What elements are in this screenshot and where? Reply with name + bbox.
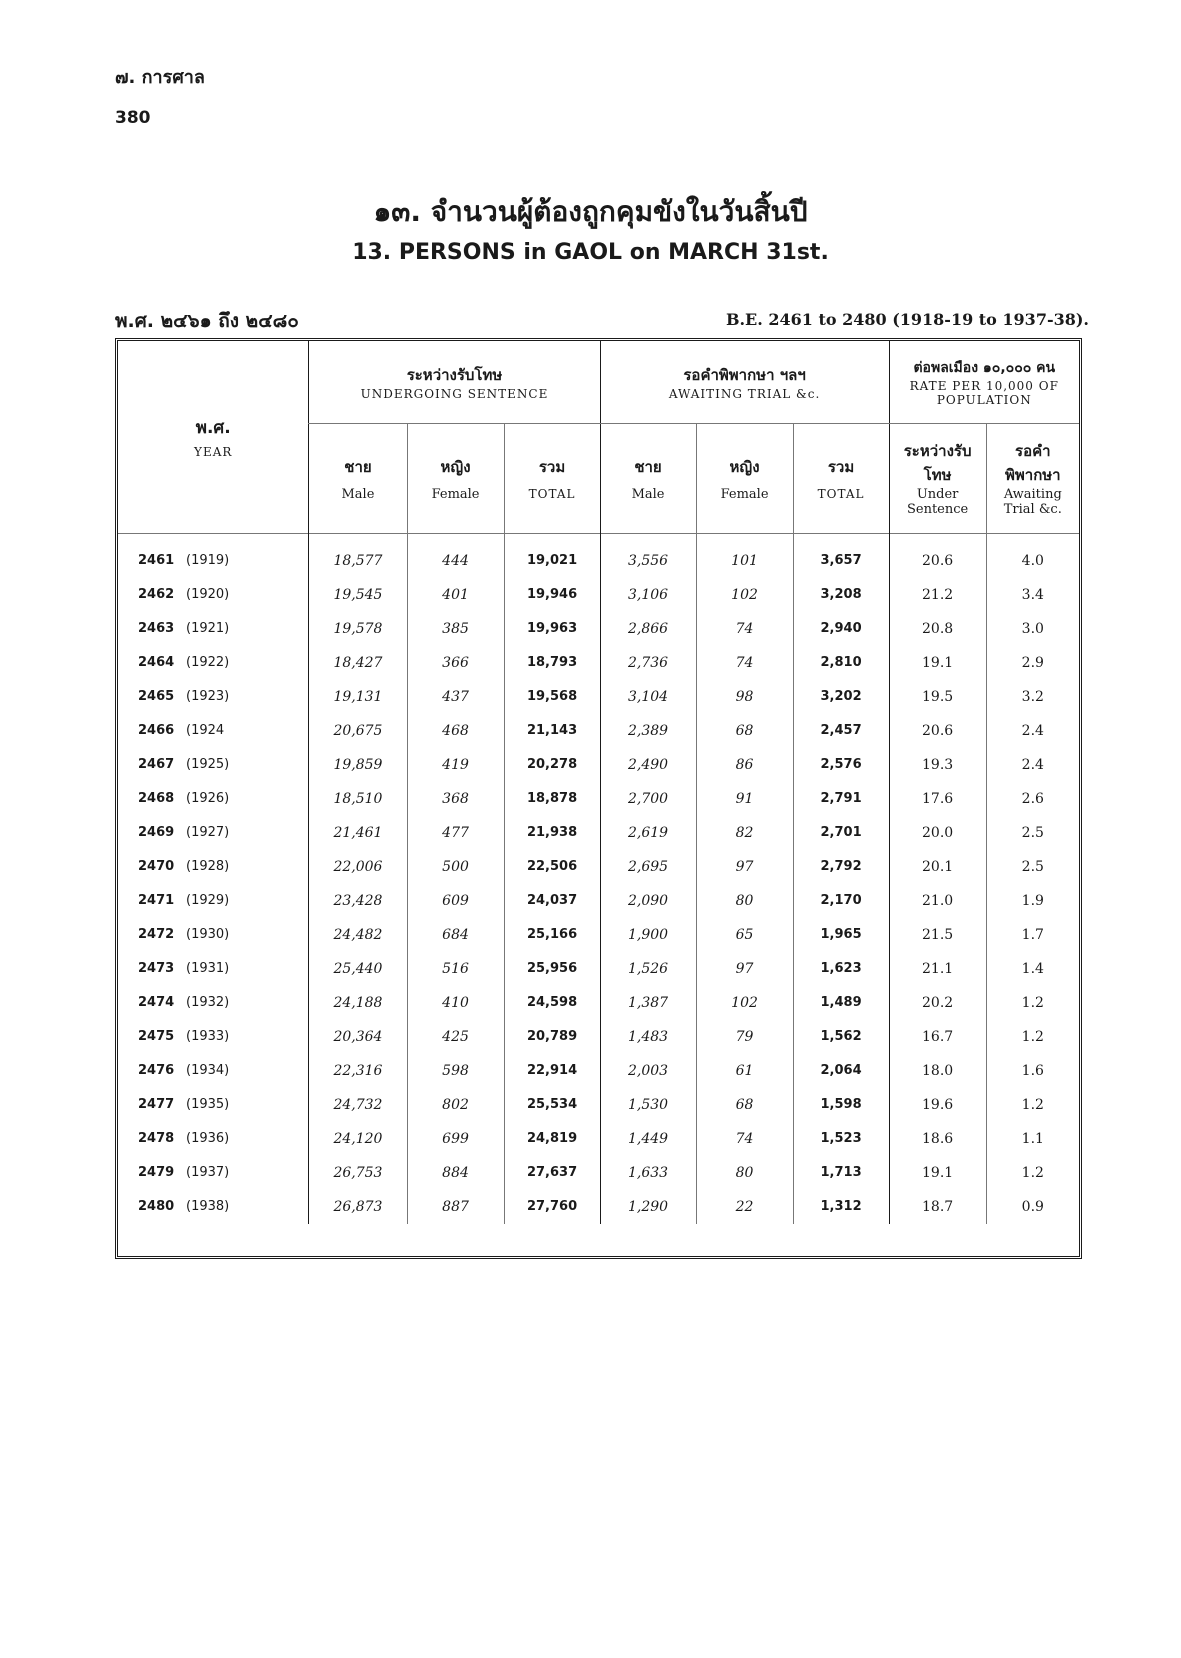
undergoing-male-cell: 19,578 — [309, 612, 407, 646]
awaiting-total-cell: 2,170 — [793, 884, 889, 918]
rate-header-english-1: RATE PER 10,000 OF — [909, 378, 1059, 393]
year-be: 2470 — [138, 859, 175, 874]
awaiting-female-cell: 97 — [696, 850, 793, 884]
year-ce: (1927) — [186, 825, 230, 840]
year-ce: (1936) — [186, 1131, 230, 1146]
rate-awaiting-cell: 3.2 — [986, 680, 1079, 714]
year-ce: (1930) — [186, 927, 230, 942]
rate-header — [889, 341, 1079, 423]
table-row — [118, 816, 1079, 850]
male-label-thai: ชาย — [344, 457, 372, 476]
total-label-thai: รวม — [538, 458, 566, 476]
year-ce: (1929) — [186, 893, 230, 908]
awaiting-total-cell: 3,202 — [793, 680, 889, 714]
undergoing-male-cell: 19,859 — [309, 748, 407, 782]
awaiting-total-cell: 1,598 — [793, 1088, 889, 1122]
awaiting-female-cell: 74 — [696, 612, 793, 646]
year-cell — [118, 952, 309, 986]
year-header — [118, 341, 309, 533]
table-row — [118, 714, 1079, 748]
undergoing-female-cell: 468 — [407, 714, 504, 748]
rate-awaiting-cell: 2.5 — [986, 816, 1079, 850]
year-be: 2464 — [138, 655, 175, 670]
await-label-thai-2: พิพากษา — [1005, 466, 1061, 484]
undergoing-total-cell: 24,598 — [504, 986, 600, 1020]
undergoing-total-cell: 19,568 — [504, 680, 600, 714]
table-row — [118, 578, 1079, 612]
awaiting-female-cell: 68 — [696, 714, 793, 748]
year-ce: (1931) — [186, 961, 230, 976]
total-label-thai: รวม — [827, 458, 855, 476]
male-label-english: Male — [631, 486, 665, 502]
undergoing-male-cell: 22,006 — [309, 850, 407, 884]
year-ce: (1922) — [186, 655, 230, 670]
undergoing-header-thai: ระหว่างรับโทษ — [406, 365, 503, 384]
undergoing-female-cell: 444 — [407, 533, 504, 578]
awaiting-total-cell: 1,562 — [793, 1020, 889, 1054]
awaiting-female-cell: 97 — [696, 952, 793, 986]
year-be: 2474 — [138, 995, 175, 1010]
undergoing-total-cell: 19,963 — [504, 612, 600, 646]
awaiting-male-cell: 2,619 — [600, 816, 696, 850]
undergoing-male-cell: 19,131 — [309, 680, 407, 714]
rate-awaiting-cell: 3.4 — [986, 578, 1079, 612]
table-row — [118, 986, 1079, 1020]
table-row — [118, 850, 1079, 884]
undergoing-total-cell: 25,956 — [504, 952, 600, 986]
year-cell — [118, 578, 309, 612]
rate-under-cell: 19.5 — [889, 680, 986, 714]
awaiting-male-cell: 2,003 — [600, 1054, 696, 1088]
awaiting-female-cell: 98 — [696, 680, 793, 714]
rate-awaiting-cell: 1.2 — [986, 986, 1079, 1020]
year-ce: (1938) — [186, 1199, 230, 1214]
rate-awaiting-cell: 0.9 — [986, 1190, 1079, 1224]
rate-awaiting-cell: 2.9 — [986, 646, 1079, 680]
table-row — [118, 1054, 1079, 1088]
awaiting-total-cell: 1,312 — [793, 1190, 889, 1224]
year-ce: (1934) — [186, 1063, 230, 1078]
year-cell — [118, 1020, 309, 1054]
year-be: 2476 — [138, 1063, 175, 1078]
undergoing-total-cell: 19,021 — [504, 533, 600, 578]
rate-under-cell: 20.6 — [889, 533, 986, 578]
undergoing-female-cell: 437 — [407, 680, 504, 714]
year-ce: (1923) — [186, 689, 230, 704]
undergoing-male-header — [309, 423, 407, 533]
year-be: 2480 — [138, 1199, 175, 1214]
undergoing-total-cell: 24,819 — [504, 1122, 600, 1156]
awaiting-female-cell: 91 — [696, 782, 793, 816]
undergoing-male-cell: 18,427 — [309, 646, 407, 680]
table-row — [118, 782, 1079, 816]
undergoing-male-cell: 26,753 — [309, 1156, 407, 1190]
undergoing-total-header — [504, 423, 600, 533]
rate-under-cell: 21.0 — [889, 884, 986, 918]
awaiting-male-cell: 1,387 — [600, 986, 696, 1020]
awaiting-total-cell: 1,623 — [793, 952, 889, 986]
awaiting-total-cell: 1,713 — [793, 1156, 889, 1190]
awaiting-female-cell: 22 — [696, 1190, 793, 1224]
awaiting-male-header — [600, 423, 696, 533]
year-ce: (1924 — [186, 723, 225, 738]
undergoing-female-cell: 884 — [407, 1156, 504, 1190]
undergoing-total-cell: 18,793 — [504, 646, 600, 680]
year-cell — [118, 646, 309, 680]
rate-awaiting-cell: 1.7 — [986, 918, 1079, 952]
undergoing-female-cell: 516 — [407, 952, 504, 986]
rate-awaiting-cell: 1.2 — [986, 1156, 1079, 1190]
undergoing-total-cell: 24,037 — [504, 884, 600, 918]
year-be: 2466 — [138, 723, 175, 738]
awaiting-total-cell: 2,791 — [793, 782, 889, 816]
year-cell — [118, 748, 309, 782]
undergoing-male-cell: 25,440 — [309, 952, 407, 986]
undergoing-female-cell: 385 — [407, 612, 504, 646]
undergoing-total-cell: 20,278 — [504, 748, 600, 782]
awaiting-male-cell: 2,695 — [600, 850, 696, 884]
year-be: 2469 — [138, 825, 175, 840]
year-be: 2478 — [138, 1131, 175, 1146]
undergoing-female-cell: 366 — [407, 646, 504, 680]
year-ce: (1935) — [186, 1097, 230, 1112]
undergoing-male-cell: 26,873 — [309, 1190, 407, 1224]
year-ce: (1920) — [186, 587, 230, 602]
year-ce: (1919) — [186, 553, 230, 568]
awaiting-total-cell: 2,810 — [793, 646, 889, 680]
rate-under-cell: 19.6 — [889, 1088, 986, 1122]
year-be: 2467 — [138, 757, 175, 772]
table-row — [118, 680, 1079, 714]
rate-under-cell: 20.2 — [889, 986, 986, 1020]
undergoing-total-cell: 25,166 — [504, 918, 600, 952]
awaiting-male-cell: 1,633 — [600, 1156, 696, 1190]
awaiting-total-cell: 1,965 — [793, 918, 889, 952]
awaiting-male-cell: 2,700 — [600, 782, 696, 816]
year-cell — [118, 1088, 309, 1122]
undergoing-total-cell: 27,637 — [504, 1156, 600, 1190]
undergoing-female-cell: 699 — [407, 1122, 504, 1156]
male-label-thai: ชาย — [634, 457, 662, 476]
awaiting-male-cell: 2,736 — [600, 646, 696, 680]
year-ce: (1933) — [186, 1029, 230, 1044]
table-row — [118, 533, 1079, 578]
under-label-english-2: Sentence — [906, 502, 969, 517]
await-label-thai-1: รอคำ — [1015, 442, 1051, 460]
year-cell — [118, 714, 309, 748]
table-row — [118, 884, 1079, 918]
awaiting-male-cell: 1,449 — [600, 1122, 696, 1156]
undergoing-male-cell: 18,577 — [309, 533, 407, 578]
undergoing-female-cell: 425 — [407, 1020, 504, 1054]
year-cell — [118, 533, 309, 578]
year-ce: (1932) — [186, 995, 230, 1010]
undergoing-male-cell: 21,461 — [309, 816, 407, 850]
year-ce: (1926) — [186, 791, 230, 806]
undergoing-total-cell: 22,506 — [504, 850, 600, 884]
awaiting-female-cell: 86 — [696, 748, 793, 782]
undergoing-total-cell: 18,878 — [504, 782, 600, 816]
year-be: 2468 — [138, 791, 175, 806]
undergoing-total-cell: 25,534 — [504, 1088, 600, 1122]
year-cell — [118, 1054, 309, 1088]
awaiting-female-cell: 74 — [696, 1122, 793, 1156]
awaiting-total-cell: 2,457 — [793, 714, 889, 748]
rate-awaiting-cell: 1.6 — [986, 1054, 1079, 1088]
table-row — [118, 1122, 1079, 1156]
rate-under-cell: 17.6 — [889, 782, 986, 816]
rate-under-cell: 21.1 — [889, 952, 986, 986]
undergoing-female-cell: 684 — [407, 918, 504, 952]
undergoing-male-cell: 24,732 — [309, 1088, 407, 1122]
awaiting-female-cell: 82 — [696, 816, 793, 850]
awaiting-female-cell: 101 — [696, 533, 793, 578]
undergoing-male-cell: 24,188 — [309, 986, 407, 1020]
year-cell — [118, 918, 309, 952]
awaiting-female-cell: 68 — [696, 1088, 793, 1122]
rate-awaiting-cell: 2.5 — [986, 850, 1079, 884]
rate-under-cell: 18.7 — [889, 1190, 986, 1224]
awaiting-male-cell: 3,556 — [600, 533, 696, 578]
undergoing-male-cell: 20,675 — [309, 714, 407, 748]
awaiting-total-cell: 3,208 — [793, 578, 889, 612]
year-cell — [118, 1122, 309, 1156]
awaiting-male-cell: 2,490 — [600, 748, 696, 782]
undergoing-female-cell: 477 — [407, 816, 504, 850]
year-be: 2461 — [138, 553, 175, 568]
undergoing-total-cell: 19,946 — [504, 578, 600, 612]
persons-in-gaol-table — [115, 338, 1082, 1259]
year-cell — [118, 816, 309, 850]
rate-under-cell: 20.6 — [889, 714, 986, 748]
year-cell — [118, 782, 309, 816]
undergoing-female-cell: 401 — [407, 578, 504, 612]
rate-under-cell: 16.7 — [889, 1020, 986, 1054]
awaiting-total-cell: 2,701 — [793, 816, 889, 850]
undergoing-male-cell: 20,364 — [309, 1020, 407, 1054]
table-title-english: 13. PERSONS in GAOL on MARCH 31st. — [352, 240, 829, 265]
year-be: 2462 — [138, 587, 175, 602]
awaiting-male-cell: 1,900 — [600, 918, 696, 952]
awaiting-female-header — [696, 423, 793, 533]
rate-under-cell: 20.0 — [889, 816, 986, 850]
under-label-thai-2: โทษ — [923, 466, 952, 484]
year-be: 2465 — [138, 689, 175, 704]
undergoing-sentence-header — [309, 341, 600, 423]
female-label-thai: หญิง — [440, 457, 471, 476]
awaiting-total-cell: 2,576 — [793, 748, 889, 782]
year-be: 2475 — [138, 1029, 175, 1044]
table-row — [118, 646, 1079, 680]
rate-awaiting-cell: 3.0 — [986, 612, 1079, 646]
awaiting-male-cell: 3,106 — [600, 578, 696, 612]
table-row — [118, 1020, 1079, 1054]
awaiting-male-cell: 1,526 — [600, 952, 696, 986]
awaiting-female-cell: 80 — [696, 1156, 793, 1190]
page-number: 380 — [115, 108, 151, 128]
awaiting-male-cell: 2,866 — [600, 612, 696, 646]
year-be: 2473 — [138, 961, 175, 976]
rate-awaiting-cell: 2.6 — [986, 782, 1079, 816]
rate-under-cell: 19.1 — [889, 1156, 986, 1190]
year-header-thai: พ.ศ. — [195, 418, 231, 439]
awaiting-total-header — [793, 423, 889, 533]
year-be: 2479 — [138, 1165, 175, 1180]
awaiting-header-english: AWAITING TRIAL &c. — [668, 386, 821, 401]
year-cell — [118, 680, 309, 714]
rate-awaiting-cell: 1.1 — [986, 1122, 1079, 1156]
awaiting-female-cell: 80 — [696, 884, 793, 918]
under-label-thai-1: ระหว่างรับ — [903, 442, 972, 460]
undergoing-male-cell: 19,545 — [309, 578, 407, 612]
year-cell — [118, 1156, 309, 1190]
awaiting-male-cell: 1,290 — [600, 1190, 696, 1224]
year-cell — [118, 1190, 309, 1224]
undergoing-male-cell: 24,120 — [309, 1122, 407, 1156]
undergoing-header-english: UNDERGOING SENTENCE — [360, 386, 549, 401]
under-label-english-1: Under — [916, 487, 959, 502]
year-ce: (1928) — [186, 859, 230, 874]
year-be: 2472 — [138, 927, 175, 942]
awaiting-total-cell: 1,523 — [793, 1122, 889, 1156]
rate-under-cell: 21.5 — [889, 918, 986, 952]
awaiting-female-cell: 102 — [696, 578, 793, 612]
year-be: 2477 — [138, 1097, 175, 1112]
awaiting-total-cell: 2,064 — [793, 1054, 889, 1088]
table-row — [118, 1156, 1079, 1190]
undergoing-female-cell: 368 — [407, 782, 504, 816]
year-ce: (1921) — [186, 621, 230, 636]
rate-awaiting-cell: 1.2 — [986, 1088, 1079, 1122]
awaiting-male-cell: 1,530 — [600, 1088, 696, 1122]
rate-under-sentence-header — [889, 423, 986, 533]
male-label-english: Male — [341, 486, 375, 502]
year-header-english: YEAR — [194, 445, 233, 460]
rate-awaiting-trial-header — [986, 423, 1079, 533]
rate-awaiting-cell: 1.9 — [986, 884, 1079, 918]
awaiting-total-cell: 2,940 — [793, 612, 889, 646]
table-row — [118, 1190, 1079, 1224]
female-label-english: Female — [431, 486, 480, 502]
total-label-english: TOTAL — [528, 487, 576, 501]
rate-header-english-2: POPULATION — [936, 392, 1032, 407]
data-table — [118, 341, 1079, 1224]
awaiting-male-cell: 3,104 — [600, 680, 696, 714]
table-row — [118, 612, 1079, 646]
rate-under-cell: 20.1 — [889, 850, 986, 884]
year-ce: (1925) — [186, 757, 230, 772]
table-row — [118, 1088, 1079, 1122]
awaiting-male-cell: 2,389 — [600, 714, 696, 748]
year-cell — [118, 986, 309, 1020]
awaiting-male-cell: 2,090 — [600, 884, 696, 918]
undergoing-total-cell: 20,789 — [504, 1020, 600, 1054]
undergoing-female-cell: 410 — [407, 986, 504, 1020]
undergoing-female-cell: 802 — [407, 1088, 504, 1122]
undergoing-female-cell: 419 — [407, 748, 504, 782]
rate-awaiting-cell: 1.4 — [986, 952, 1079, 986]
rate-under-cell: 19.1 — [889, 646, 986, 680]
year-ce: (1937) — [186, 1165, 230, 1180]
awaiting-header-thai: รอคำพิพากษา ฯลฯ — [683, 365, 806, 384]
await-label-english-1: Awaiting — [1003, 487, 1062, 502]
awaiting-female-cell: 102 — [696, 986, 793, 1020]
awaiting-female-cell: 79 — [696, 1020, 793, 1054]
undergoing-total-cell: 21,143 — [504, 714, 600, 748]
table-title-thai: ๑๓. จำนวนผู้ต้องถูกคุมขังในวันสิ้นปี — [373, 195, 808, 228]
awaiting-female-cell: 74 — [696, 646, 793, 680]
year-cell — [118, 850, 309, 884]
undergoing-total-cell: 27,760 — [504, 1190, 600, 1224]
undergoing-male-cell: 23,428 — [309, 884, 407, 918]
undergoing-female-header — [407, 423, 504, 533]
period-english: B.E. 2461 to 2480 (1918-19 to 1937-38). — [725, 310, 1089, 329]
year-be: 2463 — [138, 621, 175, 636]
period-thai: พ.ศ. ๒๔๖๑ ถึง ๒๔๘๐ — [115, 310, 299, 332]
total-label-english: TOTAL — [817, 487, 865, 501]
rate-under-cell: 21.2 — [889, 578, 986, 612]
table-row — [118, 952, 1079, 986]
table-row — [118, 748, 1079, 782]
awaiting-female-cell: 65 — [696, 918, 793, 952]
section-heading: ๗. การศาล — [115, 67, 205, 88]
female-label-english: Female — [720, 486, 769, 502]
female-label-thai: หญิง — [729, 457, 760, 476]
undergoing-female-cell: 598 — [407, 1054, 504, 1088]
awaiting-total-cell: 2,792 — [793, 850, 889, 884]
undergoing-female-cell: 609 — [407, 884, 504, 918]
undergoing-total-cell: 21,938 — [504, 816, 600, 850]
undergoing-total-cell: 22,914 — [504, 1054, 600, 1088]
rate-under-cell: 18.6 — [889, 1122, 986, 1156]
awaiting-trial-header — [600, 341, 889, 423]
year-cell — [118, 612, 309, 646]
rate-awaiting-cell: 2.4 — [986, 714, 1079, 748]
awaiting-total-cell: 1,489 — [793, 986, 889, 1020]
rate-header-thai: ต่อพลเมือง ๑๐,๐๐๐ คน — [913, 359, 1056, 376]
undergoing-male-cell: 18,510 — [309, 782, 407, 816]
rate-under-cell: 20.8 — [889, 612, 986, 646]
undergoing-female-cell: 887 — [407, 1190, 504, 1224]
year-be: 2471 — [138, 893, 175, 908]
undergoing-male-cell: 24,482 — [309, 918, 407, 952]
rate-awaiting-cell: 1.2 — [986, 1020, 1079, 1054]
rate-awaiting-cell: 2.4 — [986, 748, 1079, 782]
rate-under-cell: 18.0 — [889, 1054, 986, 1088]
awaiting-female-cell: 61 — [696, 1054, 793, 1088]
undergoing-female-cell: 500 — [407, 850, 504, 884]
table-row — [118, 918, 1079, 952]
rate-awaiting-cell: 4.0 — [986, 533, 1079, 578]
year-cell — [118, 884, 309, 918]
awaiting-total-cell: 3,657 — [793, 533, 889, 578]
undergoing-male-cell: 22,316 — [309, 1054, 407, 1088]
await-label-english-2: Trial &c. — [1003, 502, 1062, 517]
awaiting-male-cell: 1,483 — [600, 1020, 696, 1054]
rate-under-cell: 19.3 — [889, 748, 986, 782]
